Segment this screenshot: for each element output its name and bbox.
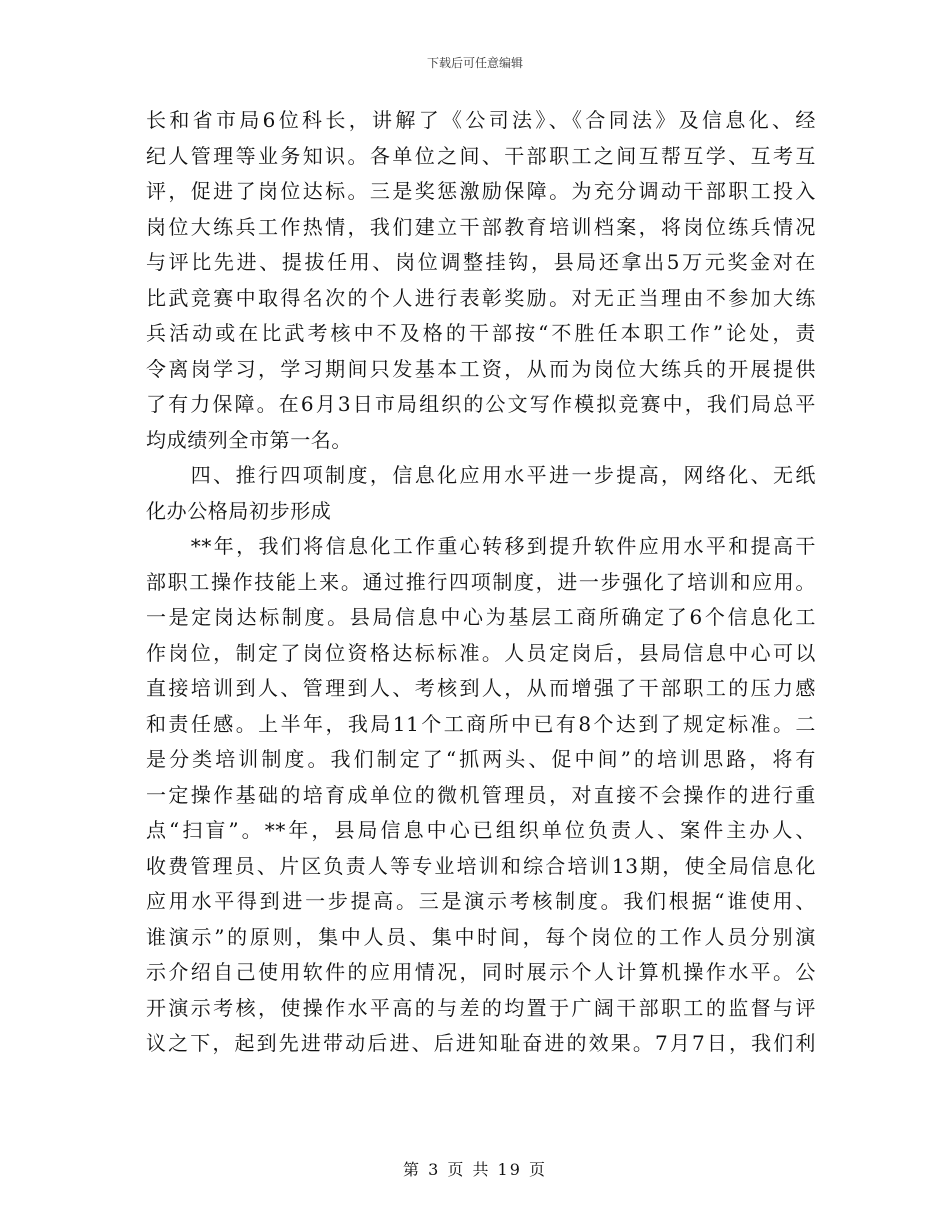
body-line: 应用水平得到进一步提高。三是演示考核制度。我们根据“谁使用、 bbox=[146, 889, 816, 913]
body-line: 收费管理员、片区负责人等专业培训和综合培训13期，使全局信息化 bbox=[146, 853, 816, 878]
body-line: 是分类培训制度。我们制定了“抓两头、促中间”的培训思路，将有 bbox=[146, 747, 816, 771]
body-line: 谁演示”的原则，集中人员、集中时间，每个岗位的工作人员分别演 bbox=[146, 924, 816, 949]
body-line: 比武竞赛中取得名次的个人进行表彰奖励。对无正当理由不参加大练 bbox=[146, 285, 816, 310]
body-line: 示介绍自己使用软件的应用情况，同时展示个人计算机操作水平。公 bbox=[146, 960, 816, 984]
body-line: 一定操作基础的培育成单位的微机管理员，对直接不会操作的进行重 bbox=[146, 782, 816, 807]
section-heading-line: 化办公格局初步形成 bbox=[146, 498, 332, 523]
body-line: 长和省市局6位科长，讲解了《公司法》、《合同法》及信息化、经 bbox=[146, 108, 816, 132]
body-line: 令离岗学习，学习期间只发基本工资，从而为岗位大练兵的开展提供 bbox=[146, 356, 816, 381]
body-line: 开演示考核，使操作水平高的与差的均置于广阔干部职工的监督与评 bbox=[146, 995, 816, 1020]
body-line: 和责任感。上半年，我局11个工商所中已有8个达到了规定标准。二 bbox=[146, 711, 816, 736]
page-footer: 第 3 页 共 19 页 bbox=[403, 1160, 547, 1179]
body-line: 了有力保障。在6月3日市局组织的公文写作模拟竞赛中，我们局总平 bbox=[146, 392, 816, 416]
body-line: 一是定岗达标制度。县局信息中心为基层工商所确定了6个信息化工 bbox=[146, 605, 816, 629]
page-header: 下载后可任意编辑 bbox=[426, 56, 523, 70]
body-line: 部职工操作技能上来。通过推行四项制度，进一步强化了培训和应用。 bbox=[146, 569, 816, 594]
body-line: 纪人管理等业务知识。各单位之间、干部职工之间互帮互学、互考互 bbox=[146, 143, 816, 168]
body-line: 直接培训到人、管理到人、考核到人，从而增强了干部职工的压力感 bbox=[146, 676, 816, 700]
body-line: 点“扫盲”。**年，县局信息中心已组织单位负责人、案件主办人、 bbox=[146, 818, 816, 842]
section-heading-line: 四、推行四项制度，信息化应用水平进一步提高，网络化、无纸 bbox=[146, 463, 816, 487]
body-line: 均成绩列全市第一名。 bbox=[146, 427, 352, 452]
body-line: 兵活动或在比武考核中不及格的干部按“不胜任本职工作”论处，责 bbox=[146, 321, 816, 345]
body-text bbox=[146, 103, 816, 1062]
body-line: 与评比先进、提拔任用、岗位调整挂钩，县局还拿出5万元奖金对在 bbox=[146, 250, 816, 274]
body-line: **年，我们将信息化工作重心转移到提升软件应用水平和提高干 bbox=[146, 534, 816, 558]
body-line: 岗位大练兵工作热情，我们建立干部教育培训档案，将岗位练兵情况 bbox=[146, 214, 816, 239]
body-line: 议之下，起到先进带动后进、后进知耻奋进的效果。7月7日，我们利 bbox=[146, 1031, 816, 1055]
body-line: 评，促进了岗位达标。三是奖惩激励保障。为充分调动干部职工投入 bbox=[146, 179, 816, 203]
body-line: 作岗位，制定了岗位资格达标标准。人员定岗后，县局信息中心可以 bbox=[146, 640, 816, 665]
